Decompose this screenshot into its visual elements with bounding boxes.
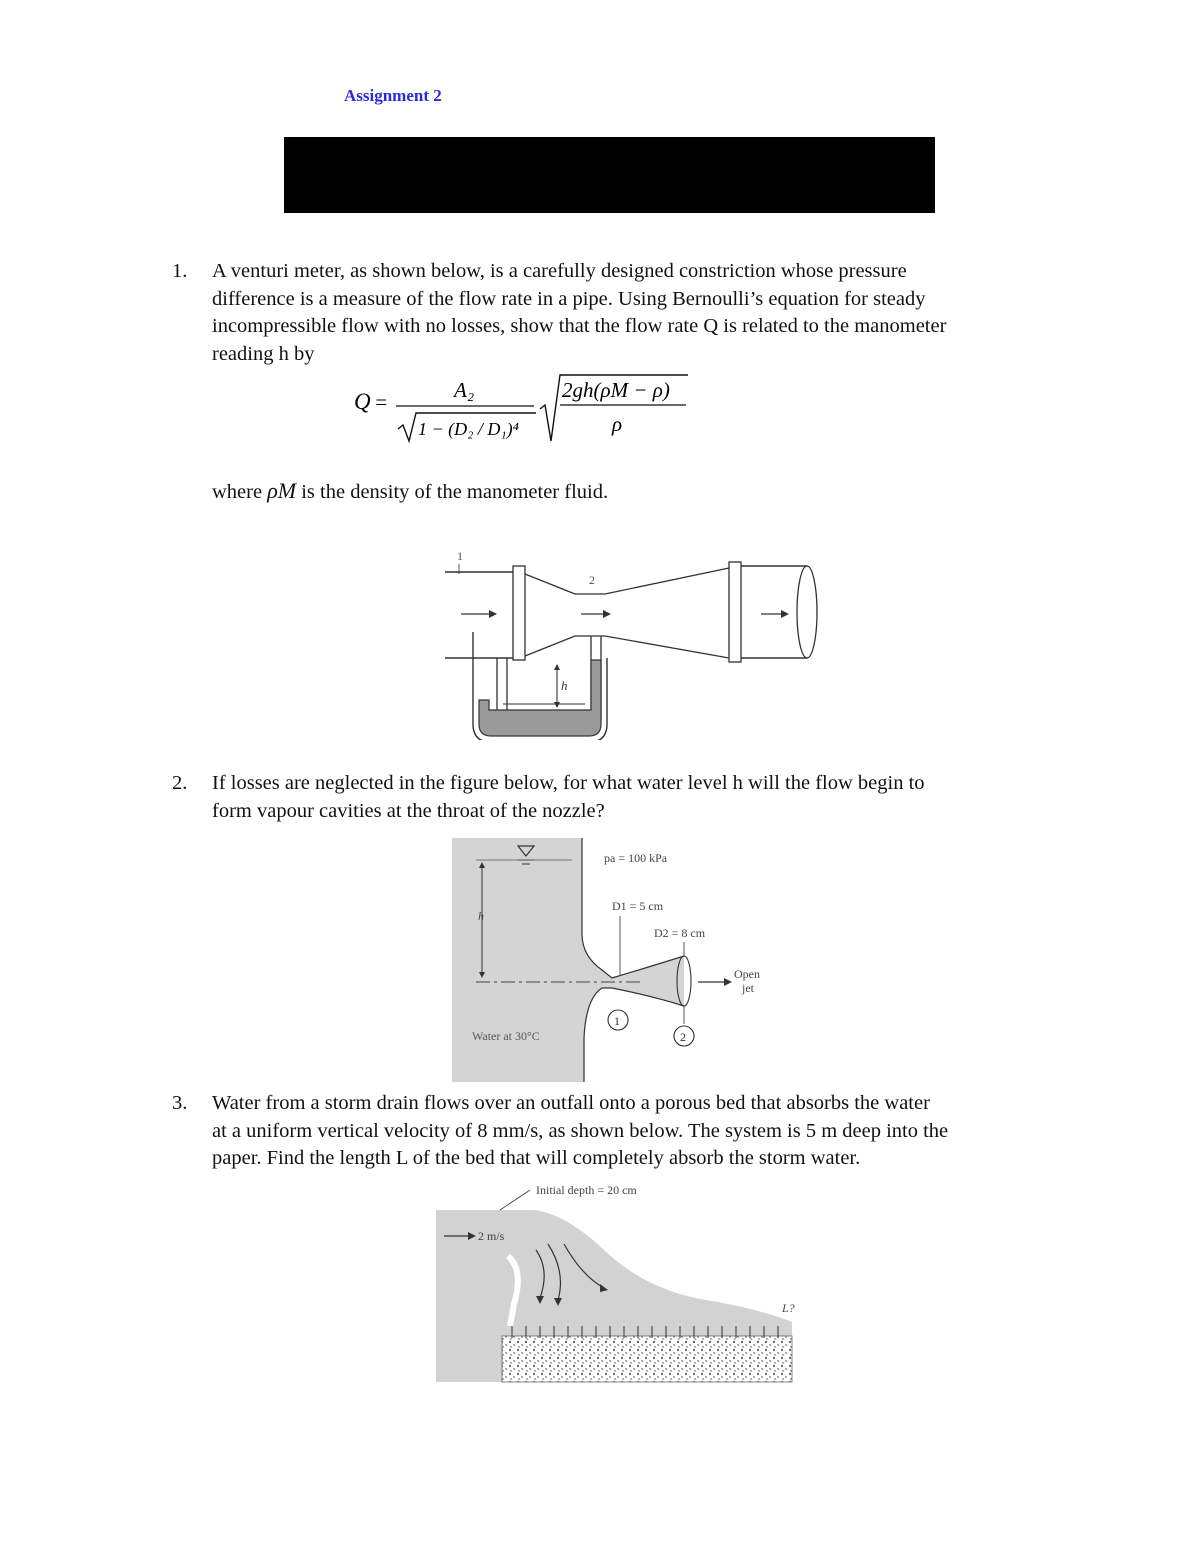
outfall-figure — [436, 1180, 796, 1384]
nozzle-label-h: h — [478, 909, 484, 923]
eq-radicand-den: ρ — [612, 412, 623, 436]
where-suffix: is the density of the manometer fluid. — [301, 481, 609, 503]
question-text — [212, 770, 1072, 825]
where-clause — [212, 478, 608, 504]
rho-m-symbol: ρM — [267, 478, 297, 503]
venturi-label-h: h — [561, 678, 568, 693]
nozzle-figure — [452, 838, 792, 1082]
nozzle-label-open: Open — [734, 967, 760, 981]
eq-radicand-num: 2gh(ρM − ρ) — [562, 378, 670, 402]
question-line: incompressible flow with no losses, show that the flow rate Q is related to the manometer — [212, 315, 947, 337]
nozzle-label-circle-1: 1 — [614, 1014, 620, 1028]
question-text — [212, 1090, 1072, 1173]
nozzle-label-pa: pa = 100 kPa — [604, 851, 668, 865]
flow-rate-equation — [350, 365, 710, 445]
venturi-figure — [445, 548, 835, 740]
question-number: 2. — [172, 772, 188, 794]
question-number: 1. — [172, 260, 188, 282]
nozzle-label-d2: D2 = 8 cm — [654, 926, 706, 940]
eq-equals: = — [374, 390, 389, 414]
question-line: difference is a measure of the flow rate in a pipe. Using Bernoulli’s equation for steady — [212, 287, 926, 310]
question-line: If losses are neglected in the figure below, for what water level h will the flow begin to — [212, 772, 925, 794]
nozzle-label-water: Water at 30°C — [472, 1029, 540, 1043]
eq-lhs: Q — [354, 389, 371, 414]
where-prefix: where — [212, 481, 263, 503]
question-line: form vapour cavities at the throat of the nozzle? — [212, 799, 605, 822]
venturi-label-1: 1 — [457, 549, 463, 563]
redacted-block — [284, 137, 935, 213]
outfall-label-speed: 2 m/s — [478, 1229, 505, 1243]
question-line: reading h by — [212, 342, 315, 365]
question-number: 3. — [172, 1092, 188, 1114]
question-line: at a uniform vertical velocity of 8 mm/s, as shown below. The system is 5 m deep into the — [212, 1119, 949, 1142]
nozzle-label-circle-2: 2 — [680, 1030, 686, 1044]
venturi-label-2: 2 — [589, 573, 595, 587]
outfall-label-length: L? — [782, 1301, 795, 1315]
nozzle-label-jet: jet — [742, 981, 754, 995]
question-line: paper. Find the length L of the bed that will completely absorb the storm water. — [212, 1147, 861, 1169]
assignment-title: Assignment 2 — [344, 86, 442, 105]
eq-denominator: 1 − (D₂ / D₁)⁴ — [418, 419, 519, 439]
nozzle-label-d1: D1 = 5 cm — [612, 899, 664, 913]
question-line: A venturi meter, as shown below, is a carefully designed constriction whose pressure — [212, 260, 907, 282]
outfall-label-depth: Initial depth = 20 cm — [536, 1183, 637, 1197]
eq-numerator: A₂ — [454, 378, 475, 402]
question-line: Water from a storm drain flows over an outfall onto a porous bed that absorbs the water — [212, 1092, 930, 1114]
question-text — [212, 258, 1072, 368]
